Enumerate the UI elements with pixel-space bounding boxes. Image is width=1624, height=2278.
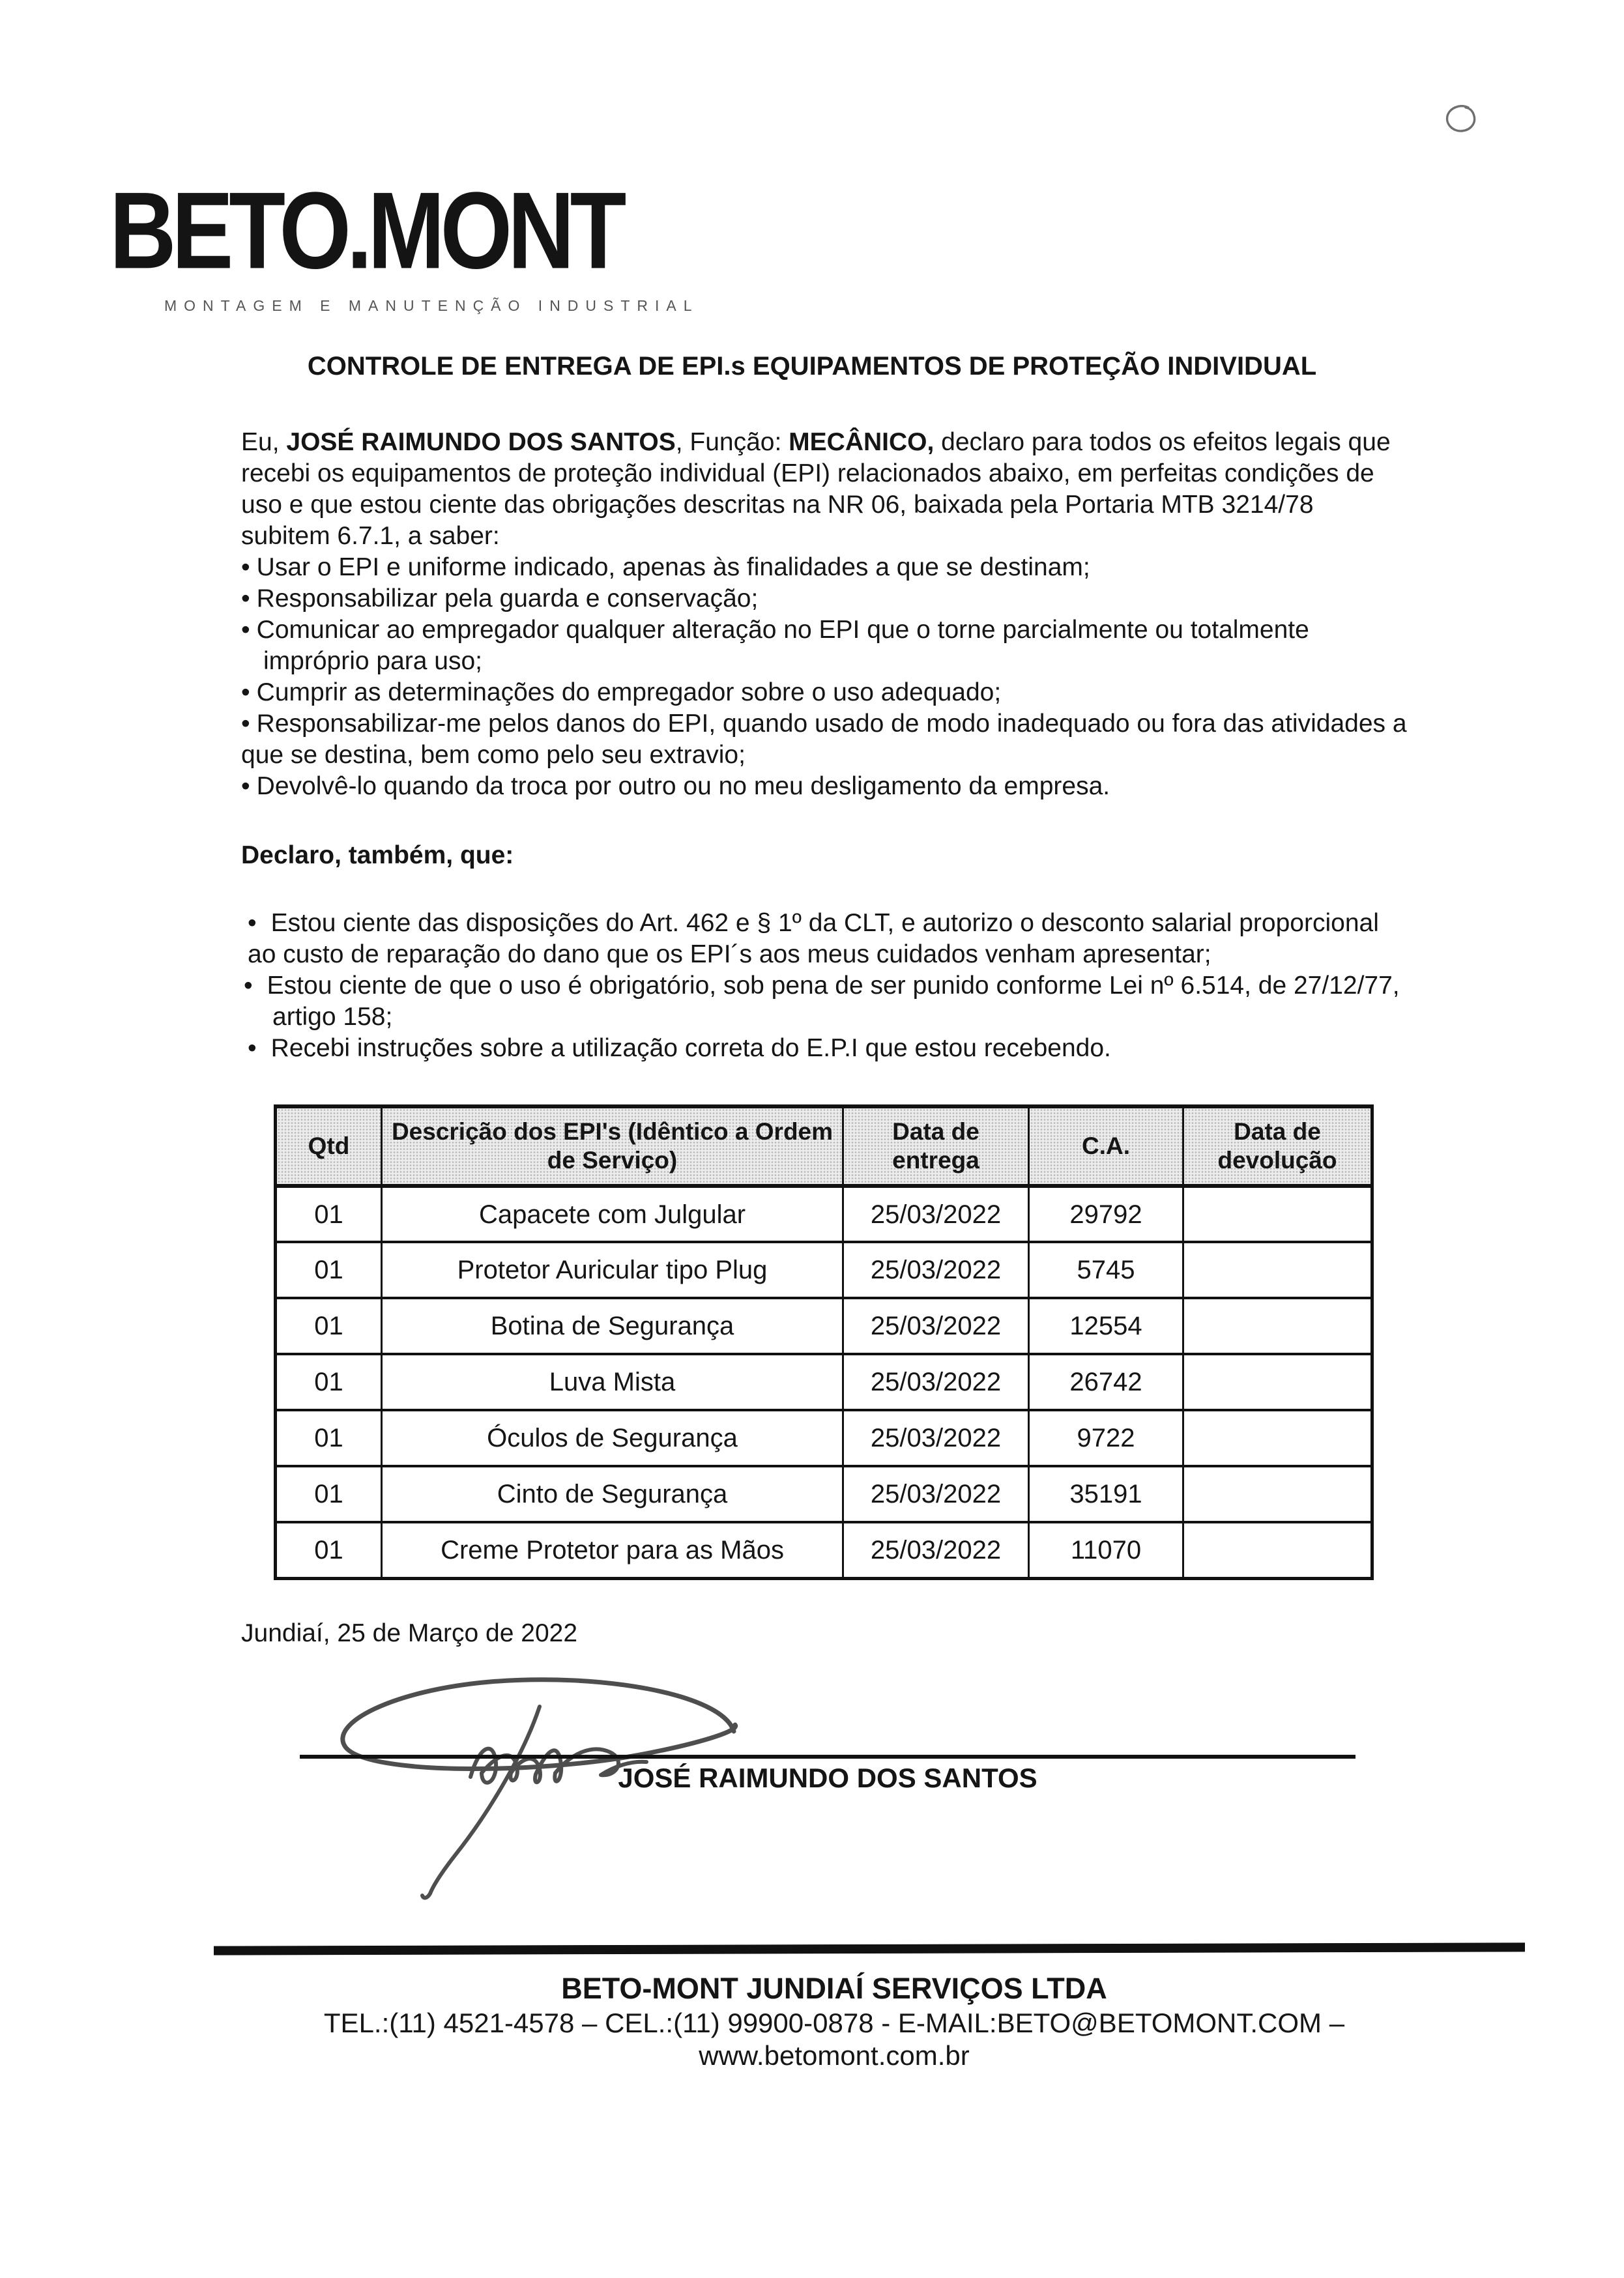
epi-table bbox=[274, 1104, 1374, 1580]
ca-cell: 29792 bbox=[1029, 1186, 1183, 1242]
document-title: CONTROLE DE ENTREGA DE EPI.s EQUIPAMENTOS DE PROTEÇÃO INDIVIDUAL bbox=[307, 352, 1317, 381]
qtd-cell: 01 bbox=[276, 1298, 382, 1354]
qtd-cell: 01 bbox=[276, 1354, 382, 1410]
devolucao-cell bbox=[1183, 1522, 1372, 1578]
list-item: • Cumprir as determinações do empregador sobre o uso adequado; bbox=[241, 677, 1408, 708]
header-ca: C.A. bbox=[1029, 1106, 1183, 1186]
devolucao-cell bbox=[1183, 1466, 1372, 1522]
intro-mid: , Função: bbox=[675, 428, 789, 456]
entrega-cell: 25/03/2022 bbox=[843, 1354, 1029, 1410]
declarations-list bbox=[241, 908, 1408, 1064]
table-row bbox=[276, 1466, 1372, 1522]
descricao-cell: Botina de Segurança bbox=[382, 1298, 843, 1354]
devolucao-cell bbox=[1183, 1298, 1372, 1354]
descricao-cell: Capacete com Julgular bbox=[382, 1186, 843, 1242]
qtd-cell: 01 bbox=[276, 1522, 382, 1578]
intro-prefix: Eu, bbox=[241, 428, 287, 456]
entrega-cell: 25/03/2022 bbox=[843, 1298, 1029, 1354]
entrega-cell: 25/03/2022 bbox=[843, 1242, 1029, 1298]
entrega-cell: 25/03/2022 bbox=[843, 1522, 1029, 1578]
table-row bbox=[276, 1354, 1372, 1410]
intro-paragraph bbox=[241, 427, 1408, 552]
footer-contact-line: TEL.:(11) 4521-4578 – CEL.:(11) 99900-0878 - E-MAIL:BETO@BETOMONT.COM – bbox=[323, 2008, 1345, 2038]
obligations-list bbox=[241, 552, 1408, 802]
entrega-cell: 25/03/2022 bbox=[843, 1466, 1029, 1522]
company-logo bbox=[109, 168, 699, 315]
logo-wordmark: BETO.MONT bbox=[109, 169, 622, 292]
ca-cell: 26742 bbox=[1029, 1354, 1183, 1410]
table-row bbox=[276, 1522, 1372, 1578]
entrega-cell: 25/03/2022 bbox=[843, 1410, 1029, 1466]
ca-cell: 5745 bbox=[1029, 1242, 1183, 1298]
entrega-cell: 25/03/2022 bbox=[843, 1186, 1029, 1242]
qtd-cell: 01 bbox=[276, 1186, 382, 1242]
employee-role: MECÂNICO, bbox=[789, 428, 935, 456]
list-item: • Devolvê-lo quando da troca por outro ou no meu desligamento da empresa. bbox=[241, 771, 1408, 802]
logo-tagline: MONTAGEM E MANUTENÇÃO INDUSTRIAL bbox=[164, 297, 699, 314]
declaration-heading: Declaro, também, que: bbox=[241, 841, 514, 869]
descricao-cell: Óculos de Segurança bbox=[382, 1410, 843, 1466]
footer bbox=[0, 1944, 1624, 2072]
header-qtd: Qtd bbox=[276, 1106, 382, 1186]
list-item: • Responsabilizar-me pelos danos do EPI, quando usado de modo inadequado ou fora das atividades a que se destina, bem como pelo seu extravio; bbox=[241, 708, 1408, 771]
employee-name: JOSÉ RAIMUNDO DOS SANTOS bbox=[286, 428, 676, 456]
list-item: • Comunicar ao empregador qualquer alteração no EPI que o torne parcialmente ou totalmente impróprio para uso; bbox=[241, 614, 1408, 677]
document-body bbox=[241, 427, 1408, 1996]
intro-rest: declaro para todos os efeitos legais que recebi os equipamentos de proteção individual (EPI) relacionados abaixo, em perfeitas condições de uso e que estou ciente das obrigações descritas na NR 06, baixada pela Portaria MTB 3214/78 subitem 6.7.1, a saber: bbox=[241, 428, 1391, 550]
ca-cell: 12554 bbox=[1029, 1298, 1183, 1354]
descricao-cell: Creme Protetor para as Mãos bbox=[382, 1522, 843, 1578]
footer-company-name: BETO-MONT JUNDIAÍ SERVIÇOS LTDA bbox=[561, 1972, 1107, 2005]
qtd-cell: 01 bbox=[276, 1242, 382, 1298]
qtd-cell: 01 bbox=[276, 1410, 382, 1466]
devolucao-cell bbox=[1183, 1186, 1372, 1242]
header-entrega: Data de entrega bbox=[843, 1106, 1029, 1186]
list-item: • Recebi instruções sobre a utilização correta do E.P.I que estou recebendo. bbox=[241, 1033, 1408, 1064]
table-header-row bbox=[276, 1106, 1372, 1186]
descricao-cell: Protetor Auricular tipo Plug bbox=[382, 1242, 843, 1298]
devolucao-cell bbox=[1183, 1354, 1372, 1410]
table-row bbox=[276, 1242, 1372, 1298]
signer-name: JOSÉ RAIMUNDO DOS SANTOS bbox=[618, 1762, 1037, 1793]
list-item: • Usar o EPI e uniforme indicado, apenas às finalidades a que se destinam; bbox=[241, 552, 1408, 583]
ca-cell: 35191 bbox=[1029, 1466, 1183, 1522]
list-item: • Estou ciente de que o uso é obrigatório, sob pena de ser punido conforme Lei nº 6.514, de 27/12/77, artigo 158; bbox=[241, 970, 1408, 1033]
devolucao-cell bbox=[1183, 1410, 1372, 1466]
descricao-cell: Cinto de Segurança bbox=[382, 1466, 843, 1522]
devolucao-cell bbox=[1183, 1242, 1372, 1298]
qtd-cell: 01 bbox=[276, 1466, 382, 1522]
city-date-line: Jundiaí, 25 de Março de 2022 bbox=[241, 1619, 578, 1647]
table-row bbox=[276, 1410, 1372, 1466]
pen-circle-annotation-icon bbox=[1444, 103, 1478, 137]
list-item: • Estou ciente das disposições do Art. 462 e § 1º da CLT, e autorizo o desconto salarial proporcional ao custo de reparação do dano que os EPI´s aos meus cuidados venham apresentar; bbox=[241, 908, 1408, 970]
footer-website: www.betomont.com.br bbox=[699, 2040, 970, 2071]
ca-cell: 11070 bbox=[1029, 1522, 1183, 1578]
signature-line bbox=[300, 1755, 1356, 1759]
list-item: • Responsabilizar pela guarda e conservação; bbox=[241, 583, 1408, 614]
header-descricao: Descrição dos EPI's (Idêntico a Ordem de Serviço) bbox=[382, 1106, 843, 1186]
footer-divider bbox=[214, 1942, 1525, 1955]
table-row bbox=[276, 1298, 1372, 1354]
header-devolucao: Data de devolução bbox=[1183, 1106, 1372, 1186]
descricao-cell: Luva Mista bbox=[382, 1354, 843, 1410]
ca-cell: 9722 bbox=[1029, 1410, 1183, 1466]
table-row bbox=[276, 1186, 1372, 1242]
